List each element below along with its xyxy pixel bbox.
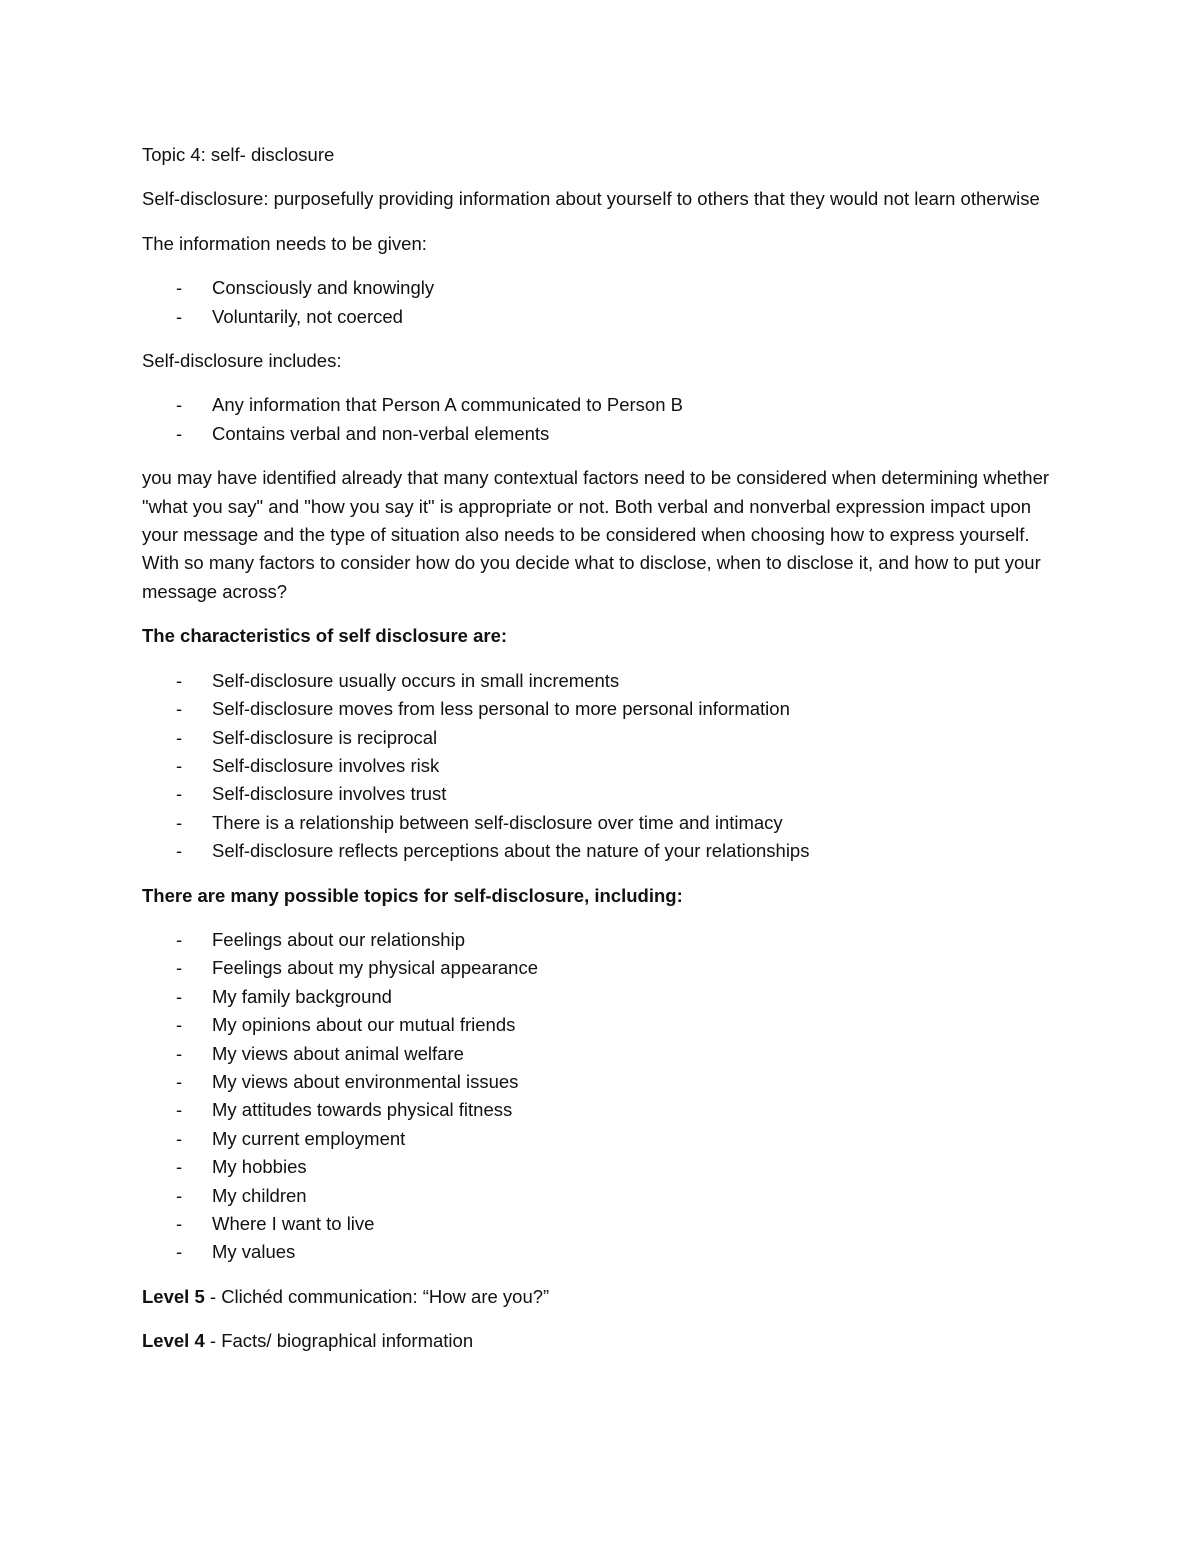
dash-bullet: - (176, 1156, 183, 1178)
list-item-text: Consciously and knowingly (212, 277, 435, 299)
dash-bullet: - (176, 957, 183, 979)
list-item-text: My current employment (212, 1127, 406, 1149)
list-item (142, 695, 1062, 723)
list-item-text: Feelings about my physical appearance (212, 957, 538, 979)
list-item (142, 1153, 1062, 1181)
list-item-text: Self-disclosure reflects perceptions about the nature of your relationships (212, 840, 810, 862)
list-item (142, 391, 1062, 419)
dash-bullet: - (176, 669, 183, 691)
level-5-line (142, 1283, 1062, 1311)
list-item (142, 1040, 1062, 1068)
list-item-text: There is a relationship between self-disclosure over time and intimacy (212, 811, 783, 833)
characteristics-heading: The characteristics of self disclosure are: (142, 625, 508, 647)
list-item (142, 303, 1062, 331)
dash-bullet: - (176, 1070, 183, 1092)
list-item-text: My hobbies (212, 1156, 307, 1178)
dash-bullet: - (176, 985, 183, 1007)
dash-bullet: - (176, 1014, 183, 1036)
list-item-text: Any information that Person A communicated to Person B (212, 394, 683, 416)
characteristics-list (142, 667, 1062, 866)
list-item (142, 926, 1062, 954)
dash-bullet: - (176, 305, 183, 327)
list-item-text: Self-disclosure is reciprocal (212, 726, 438, 748)
dash-bullet: - (176, 1127, 183, 1149)
list-item-text: Self-disclosure usually occurs in small increments (212, 669, 620, 691)
list-item (142, 1011, 1062, 1039)
dash-bullet: - (176, 726, 183, 748)
dash-bullet: - (176, 754, 183, 776)
list-item-text: Contains verbal and non-verbal elements (212, 422, 550, 444)
list-item (142, 724, 1062, 752)
dash-bullet: - (176, 811, 183, 833)
dash-bullet: - (176, 783, 183, 805)
definition-paragraph: Self-disclosure: purposefully providing information about yourself to others that they would not learn otherwise (142, 188, 1040, 210)
dash-bullet: - (176, 277, 183, 299)
list-item (142, 274, 1062, 302)
list-item-text: My values (212, 1241, 296, 1263)
dash-bullet: - (176, 928, 183, 950)
topic-line: Topic 4: self- disclosure (142, 144, 335, 165)
list-item-text: Self-disclosure involves trust (212, 783, 447, 805)
document-page (142, 141, 1062, 1372)
context-paragraph: you may have identified already that many contextual factors need to be considered when determining whether "what you say" and "how you say it" is appropriate or not. Both verbal and nonverbal expression impact upon your message and the type of situation also needs to be considered when choosing how to express yourself. With so many factors to consider how do you decide what to disclose, when to disclose it, and how to put your message across? (142, 467, 1050, 602)
dash-bullet: - (176, 1184, 183, 1206)
level-5-text: - Clichéd communication: “How are you?” (204, 1285, 550, 1307)
list-item (142, 954, 1062, 982)
dash-bullet: - (176, 1099, 183, 1121)
list-item-text: Feelings about our relationship (212, 928, 465, 950)
list-item (142, 1125, 1062, 1153)
list-item-text: My views about environmental issues (212, 1070, 519, 1092)
list-item (142, 752, 1062, 780)
topics-list (142, 926, 1062, 1267)
list-item-text: My family background (212, 985, 392, 1007)
level-4-label: Level 4 (142, 1330, 205, 1352)
dash-bullet: - (176, 840, 183, 862)
list-item-text: My opinions about our mutual friends (212, 1014, 516, 1036)
list-item-text: Self-disclosure involves risk (212, 754, 440, 776)
topics-heading: There are many possible topics for self-disclosure, including: (142, 884, 683, 906)
list-item-text: Where I want to live (212, 1213, 375, 1234)
includes-heading: Self-disclosure includes: (142, 350, 342, 372)
level-4-line (142, 1327, 1062, 1355)
dash-bullet: - (176, 1042, 183, 1064)
list-item (142, 809, 1062, 837)
list-item-text: Self-disclosure moves from less personal to more personal information (212, 698, 790, 720)
list-item (142, 780, 1062, 808)
includes-list (142, 391, 1062, 448)
list-item-text: My views about animal welfare (212, 1042, 464, 1064)
list-item (142, 1096, 1062, 1124)
dash-bullet: - (176, 1213, 183, 1234)
info-given-heading: The information needs to be given: (142, 232, 427, 254)
list-item (142, 1210, 1062, 1238)
list-item (142, 1068, 1062, 1096)
list-item (142, 837, 1062, 865)
list-item (142, 420, 1062, 448)
list-item (142, 983, 1062, 1011)
list-item (142, 1182, 1062, 1210)
level-5-label: Level 5 (142, 1285, 205, 1307)
level-4-text: - Facts/ biographical information (204, 1330, 474, 1352)
dash-bullet: - (176, 394, 183, 416)
dash-bullet: - (176, 422, 183, 444)
list-item-text: Voluntarily, not coerced (212, 305, 403, 327)
list-item (142, 667, 1062, 695)
info-given-list (142, 274, 1062, 331)
list-item-text: My children (212, 1184, 307, 1206)
dash-bullet: - (176, 698, 183, 720)
dash-bullet: - (176, 1241, 183, 1263)
list-item-text: My attitudes towards physical fitness (212, 1099, 513, 1121)
list-item (142, 1238, 1062, 1266)
